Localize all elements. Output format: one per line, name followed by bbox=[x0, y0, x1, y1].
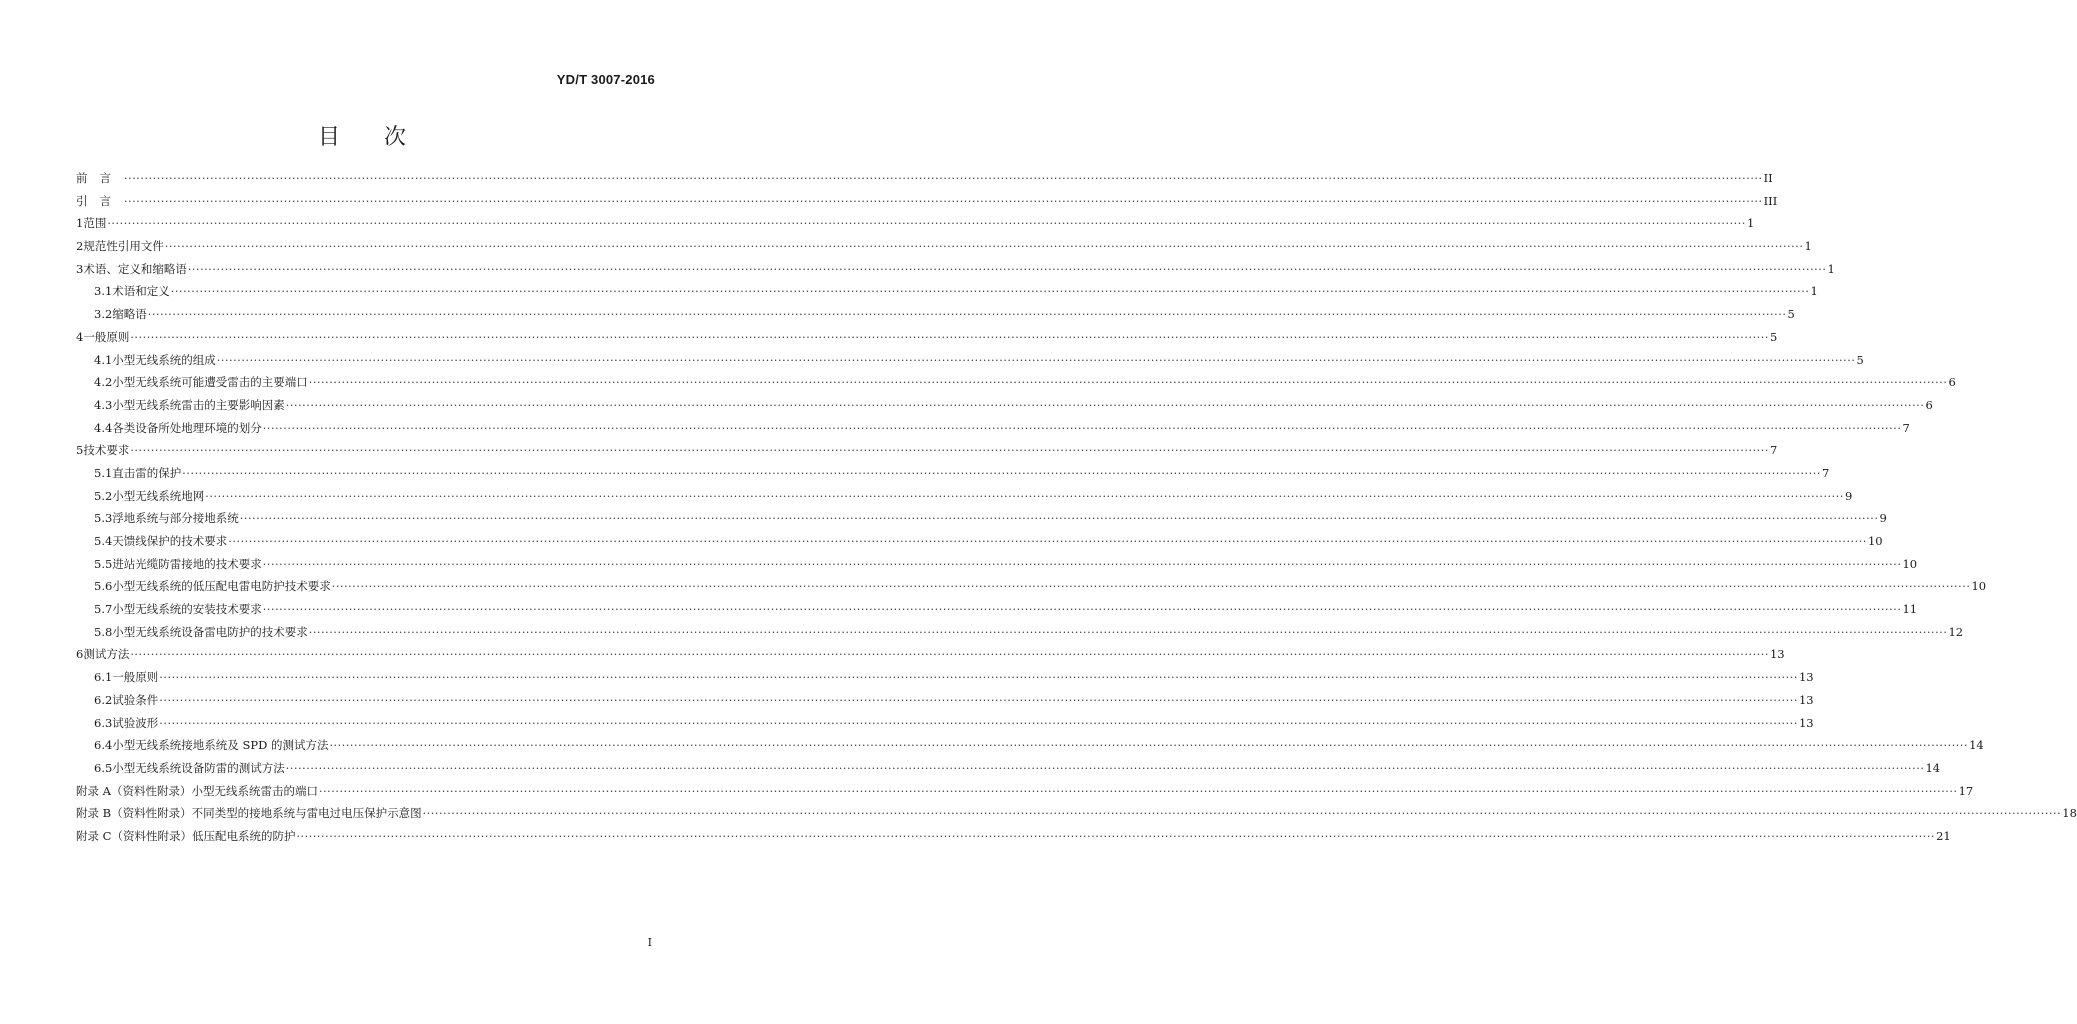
toc-entry-page: 12 bbox=[1948, 624, 1964, 639]
toc-entry[interactable] bbox=[76, 624, 1964, 647]
toc-entry-page: 13 bbox=[1798, 670, 1814, 685]
toc-entry-title: 小型无线系统可能遭受雷击的主要端口 bbox=[112, 375, 308, 390]
toc-entry[interactable] bbox=[76, 556, 1918, 579]
toc-entry-number: 5.1 bbox=[94, 465, 113, 480]
toc-entry-page: 9 bbox=[1879, 511, 1887, 526]
toc-entry-title: 直击雷的保护 bbox=[112, 465, 182, 480]
toc-entry-title: 规范性引用文件 bbox=[83, 239, 164, 254]
toc-entry-page: 6 bbox=[1948, 375, 1956, 390]
toc-entry-page: 10 bbox=[1902, 556, 1918, 571]
toc-entry-number: 4.1 bbox=[94, 352, 113, 367]
toc-entry-number: 3 bbox=[76, 261, 84, 276]
toc-entry-number: 6.1 bbox=[94, 670, 113, 685]
toc-entry-page: 11 bbox=[1902, 602, 1918, 617]
toc-entry[interactable] bbox=[76, 669, 1814, 692]
toc-leader-dots: ················································································································································································································································································································································································································ bbox=[228, 535, 1867, 548]
toc-entry-number: 6.5 bbox=[94, 760, 113, 775]
toc-entry-number: 2 bbox=[76, 239, 84, 254]
toc-entry-title: 附录 C（资料性附录）低压配电系统的防护 bbox=[76, 828, 296, 843]
toc-entry-title: 小型无线系统的组成 bbox=[112, 352, 216, 367]
toc-entry-number: 5.4 bbox=[94, 534, 113, 548]
toc-entry-title: 各类设备所处地理环境的划分 bbox=[112, 420, 262, 435]
toc-entry-number: 5.3 bbox=[94, 511, 113, 526]
toc-entry-number: 5.6 bbox=[94, 579, 113, 594]
toc-entry-title: 小型无线系统设备雷电防护的技术要求 bbox=[112, 624, 308, 639]
toc-entry-number: 1 bbox=[76, 216, 84, 231]
toc-entry-title: 小型无线系统设备防雷的测试方法 bbox=[112, 760, 285, 775]
toc-entry-page: 13 bbox=[1798, 692, 1814, 707]
toc-entry-page: 1 bbox=[1810, 284, 1818, 299]
toc-leader-dots: ················································································································································································································································································································································································································ bbox=[130, 648, 1769, 662]
toc-entry-page: 7 bbox=[1821, 465, 1830, 480]
toc-entry-title: 测试方法 bbox=[83, 647, 130, 662]
toc-entry[interactable] bbox=[76, 238, 1812, 261]
toc-entry-page: 7 bbox=[1902, 420, 1910, 435]
toc-entry-title: 引言 bbox=[76, 193, 123, 208]
toc-entry[interactable] bbox=[76, 397, 1933, 420]
toc-leader-dots: ················································································································································································································································································································································································································ bbox=[147, 308, 1787, 322]
toc-entry[interactable] bbox=[76, 715, 1814, 738]
toc-entry-page: 14 bbox=[1969, 738, 1984, 753]
toc-entry-number: 5.5 bbox=[94, 556, 113, 571]
toc-entry[interactable] bbox=[76, 306, 1795, 329]
page-title: 目次 bbox=[317, 125, 450, 150]
toc-leader-dots: ················································································································································································································································································································································································································ bbox=[331, 580, 1971, 594]
toc-entry-page: 14 bbox=[1925, 760, 1941, 775]
toc-leader-dots: ················································································································································································································································································································································································································ bbox=[124, 172, 1763, 185]
toc-entry-title: 进站光缆防雷接地的技术要求 bbox=[112, 556, 262, 571]
toc-leader-dots: ················································································································································································································································································································································································································ bbox=[262, 421, 1902, 435]
toc-leader-dots: ················································································································································································································································································································································································································ bbox=[170, 285, 1810, 299]
toc-entry-number: 5.8 bbox=[94, 624, 113, 639]
toc-entry-title: 小型无线系统地网 bbox=[112, 488, 205, 503]
toc-entry[interactable] bbox=[76, 646, 1785, 669]
toc-entry-title: 小型无线系统的安装技术要求 bbox=[112, 602, 262, 617]
toc-entry-page: 1 bbox=[1827, 261, 1835, 276]
toc-entry-number: 5.7 bbox=[94, 602, 113, 617]
toc-leader-dots: ················································································································································································································································································································································································································ bbox=[205, 489, 1844, 503]
toc-entry[interactable] bbox=[76, 283, 1818, 306]
toc-entry-page: 9 bbox=[1844, 488, 1853, 503]
toc-entry-page: 13 bbox=[1769, 647, 1785, 662]
toc-leader-dots: ················································································································································································································································································································································································································ bbox=[216, 353, 1856, 367]
toc-entry[interactable] bbox=[76, 578, 1987, 601]
toc-entry-number: 3.2 bbox=[94, 307, 113, 322]
toc-entry-title: 小型无线系统雷击的主要影响因素 bbox=[112, 397, 285, 412]
toc-entry-page: 1 bbox=[1804, 239, 1812, 254]
toc-leader-dots: ················································································································································································································································································································································································································ bbox=[182, 466, 1821, 480]
toc-entry[interactable] bbox=[76, 805, 2077, 828]
toc-entry-title: 试验条件 bbox=[112, 692, 159, 707]
toc-entry-title: 一般原则 bbox=[112, 670, 159, 685]
toc-entry-title: 试验波形 bbox=[112, 715, 159, 730]
toc-entry-number: 4.4 bbox=[94, 420, 113, 435]
toc-entry-title: 缩略语 bbox=[112, 307, 147, 322]
toc-entry-number: 6.3 bbox=[94, 715, 113, 730]
toc-entry[interactable] bbox=[76, 465, 1830, 488]
toc-entry[interactable] bbox=[76, 193, 1778, 216]
toc-entry[interactable] bbox=[76, 420, 1910, 443]
toc-entry[interactable] bbox=[76, 533, 1883, 556]
toc-entry-number: 4.3 bbox=[94, 397, 113, 412]
toc-leader-dots: ················································································································································································································································································································································································································ bbox=[308, 376, 1948, 390]
toc-leader-dots: ················································································································································································································································································································································································································ bbox=[124, 194, 1763, 208]
toc-leader-dots: ················································································································································································································································································································································································································ bbox=[239, 512, 1879, 526]
toc-entry-page: 1 bbox=[1746, 216, 1755, 231]
page-number: I bbox=[647, 936, 652, 949]
toc-entry-title: 附录 B（资料性附录）不同类型的接地系统与雷电过电压保护示意图 bbox=[76, 806, 422, 821]
toc-entry-number: 6.2 bbox=[94, 692, 113, 707]
toc-entry-title: 小型无线系统接地系统及 SPD 的测试方法 bbox=[112, 738, 329, 753]
toc-entry-page: 5 bbox=[1856, 352, 1864, 367]
toc-entry-title: 技术要求 bbox=[83, 443, 130, 458]
toc-leader-dots: ················································································································································································································································································································································································································ bbox=[107, 217, 1746, 231]
toc-leader-dots: ················································································································································································································································································································································································································ bbox=[262, 557, 1902, 571]
toc-entry-page: III bbox=[1763, 193, 1778, 208]
toc-entry[interactable] bbox=[76, 442, 1778, 465]
table-of-contents bbox=[76, 170, 2077, 851]
toc-leader-dots: ················································································································································································································································································································································································································ bbox=[164, 240, 1804, 254]
toc-leader-dots: ················································································································································································································································································································································································································ bbox=[285, 398, 1925, 412]
toc-leader-dots: ················································································································································································································································································································································································································ bbox=[262, 603, 1902, 617]
toc-entry-title: 术语和定义 bbox=[112, 284, 170, 299]
toc-leader-dots: ················································································································································································································································································································································································································ bbox=[159, 671, 1798, 685]
toc-entry-title: 浮地系统与部分接地系统 bbox=[112, 511, 239, 526]
toc-entry[interactable] bbox=[76, 170, 1773, 193]
toc-entry-number: 3.1 bbox=[94, 284, 113, 299]
toc-entry-page: 10 bbox=[1971, 579, 1987, 594]
toc-entry[interactable] bbox=[76, 215, 1755, 238]
toc-entry-title: 一般原则 bbox=[83, 329, 130, 344]
toc-entry-number: 6 bbox=[76, 647, 84, 662]
standard-code: YD/T 3007-2016 bbox=[556, 72, 655, 87]
toc-entry-title: 小型无线系统的低压配电雷电防护技术要求 bbox=[112, 579, 331, 594]
toc-entry-page: 6 bbox=[1925, 397, 1933, 412]
toc-entry-number: 4 bbox=[76, 329, 84, 344]
toc-entry-title: 天馈线保护的技术要求 bbox=[112, 534, 228, 548]
toc-entry[interactable] bbox=[76, 692, 1814, 715]
toc-entry[interactable] bbox=[76, 760, 1941, 783]
toc-entry-page: II bbox=[1763, 171, 1773, 185]
toc-entry[interactable] bbox=[76, 783, 1974, 806]
toc-entry[interactable] bbox=[76, 488, 1853, 511]
toc-leader-dots: ················································································································································································································································································································································································································ bbox=[422, 807, 2062, 821]
toc-entry[interactable] bbox=[76, 374, 1956, 397]
toc-leader-dots: ················································································································································································································································································································································································································ bbox=[159, 716, 1798, 730]
toc-entry-title: 附录 A（资料性附录）小型无线系统雷击的端口 bbox=[76, 783, 318, 798]
toc-entry[interactable] bbox=[76, 510, 1887, 533]
toc-entry[interactable] bbox=[76, 352, 1864, 375]
toc-entry-page: 5 bbox=[1769, 329, 1778, 344]
toc-entry-number: 5.2 bbox=[94, 488, 113, 503]
toc-entry[interactable] bbox=[76, 737, 1984, 760]
toc-entry[interactable] bbox=[76, 261, 1835, 284]
toc-entry-page: 17 bbox=[1958, 783, 1974, 798]
toc-entry-title: 范围 bbox=[83, 216, 107, 231]
toc-leader-dots: ················································································································································································································································································································································································································ bbox=[329, 739, 1969, 753]
toc-entry[interactable] bbox=[76, 601, 1918, 624]
toc-entry-number: 6.4 bbox=[94, 738, 113, 753]
toc-entry-page: 5 bbox=[1787, 307, 1795, 322]
toc-leader-dots: ················································································································································································································································································································································································································ bbox=[308, 625, 1948, 639]
toc-entry-number: 5 bbox=[76, 443, 84, 458]
toc-leader-dots: ················································································································································································································································································································································································································ bbox=[187, 262, 1827, 276]
toc-entry-title: 术语、定义和缩略语 bbox=[83, 261, 187, 276]
toc-entry[interactable] bbox=[76, 329, 1778, 352]
toc-entry-page: 10 bbox=[1867, 534, 1883, 548]
toc-entry-number: 4.2 bbox=[94, 375, 113, 390]
toc-leader-dots: ················································································································································································································································································································································································································ bbox=[296, 829, 1936, 843]
toc-entry-page: 21 bbox=[1936, 828, 1951, 843]
toc-entry-page: 13 bbox=[1798, 715, 1814, 730]
toc-entry[interactable] bbox=[76, 828, 1951, 851]
toc-leader-dots: ················································································································································································································································································································································································································ bbox=[130, 330, 1769, 344]
toc-leader-dots: ················································································································································································································································································································································································································ bbox=[159, 693, 1798, 707]
toc-leader-dots: ················································································································································································································································································································································································································ bbox=[285, 761, 1925, 775]
toc-leader-dots: ················································································································································································································································································································································································································ bbox=[130, 444, 1769, 458]
toc-entry-page: 7 bbox=[1769, 443, 1778, 458]
toc-leader-dots: ················································································································································································································································································································································································································ bbox=[318, 784, 1958, 798]
toc-entry-title: 前言 bbox=[76, 171, 123, 185]
toc-entry-page: 18 bbox=[2062, 806, 2077, 821]
